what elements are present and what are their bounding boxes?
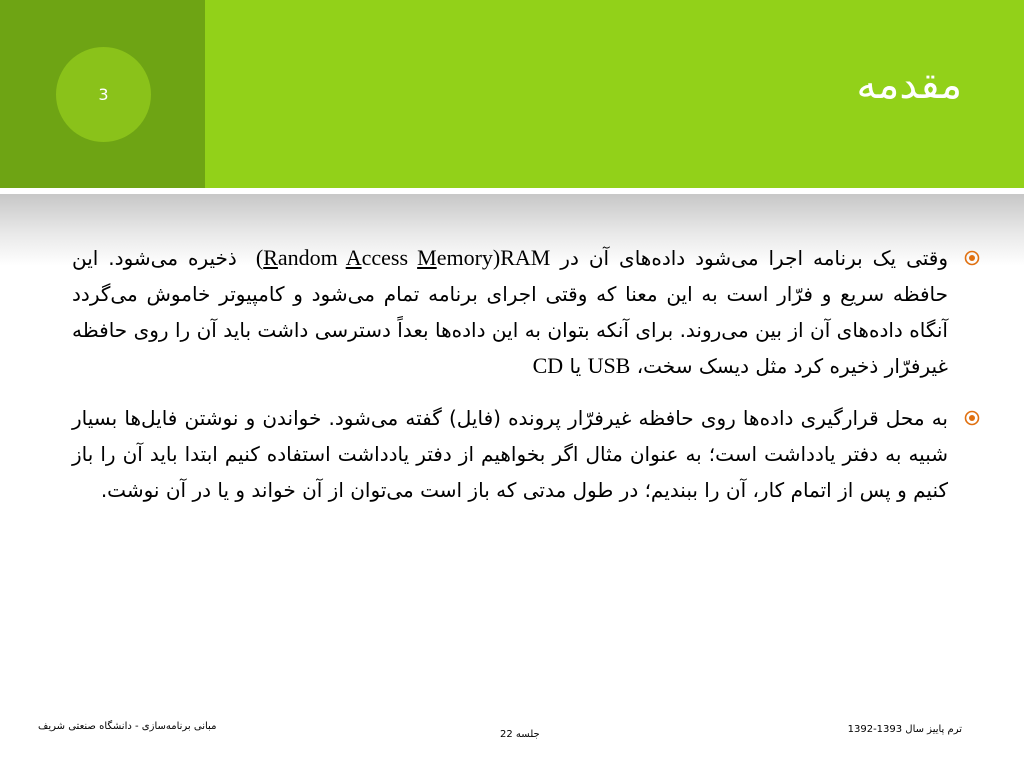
bullet-item [44, 240, 980, 384]
bullet-1-body: ذخیره می‌شود. این حافظه سریع و فرّار است به این معنا که وقتی اجرای برنامه تمام می‌شود و کامپیوتر خاموش می‌گردد آنگاه داده‌های آن از بین می‌روند. برای آنکه بتوان به این داده‌ها بعداً دسترسی داشت باید آن را روی حافظه غیرفرّار ذخیره کرد مثل دیسک سخت، [72, 246, 948, 378]
word-emory: emory [436, 245, 493, 270]
word-ccess: ccess [361, 245, 418, 270]
ram-expansion [247, 245, 500, 270]
header-right-panel [205, 0, 1024, 188]
footer-term: ترم پاییز سال 1393-1392 [847, 724, 962, 735]
header-left-panel [0, 0, 205, 188]
bullet-1-lead: وقتی یک برنامه اجرا می‌شود داده‌های آن در [550, 246, 948, 270]
cd-term: CD [532, 353, 564, 378]
slide-title: مقدمه [856, 62, 962, 108]
bullet-ring-icon [964, 250, 980, 266]
ram-term: RAM [500, 245, 551, 270]
paren-close: ) [492, 245, 501, 270]
bullet-item [44, 400, 980, 508]
usb-term: USB [587, 353, 631, 378]
bullet-text [72, 240, 948, 384]
letter-m: M [417, 245, 437, 270]
slide-number-circle [56, 47, 151, 142]
paren-open: ( [246, 245, 264, 270]
letter-r: R [263, 245, 278, 270]
slide-number: 3 [98, 85, 109, 104]
footer-course: مبانی برنامه‌سازی - دانشگاه صنعتی شریف [38, 721, 217, 732]
bullet-text: به محل قرارگیری داده‌ها روی حافظه غیرفرّار پرونده (فایل) گفته می‌شود. خواندن و نوشتن فایل‌ها بسیار شبیه به دفتر یادداشت است؛ به عنوان مثال اگر بخواهیم از دفتر یادداشت استفاده کنیم ابتدا باید آن را باز کنیم و پس از اتمام کار، آن را ببندیم؛ در طول مدتی که باز است می‌توان از آن خواند و یا در آن نوشت. [72, 406, 948, 502]
bullet-ring-icon [964, 410, 980, 426]
letter-a: A [345, 245, 362, 270]
word-andom: andom [277, 245, 346, 270]
slide-content [44, 240, 980, 524]
bullet-1-ya: یا [563, 354, 588, 378]
footer-session: جلسه 22 [500, 729, 540, 740]
